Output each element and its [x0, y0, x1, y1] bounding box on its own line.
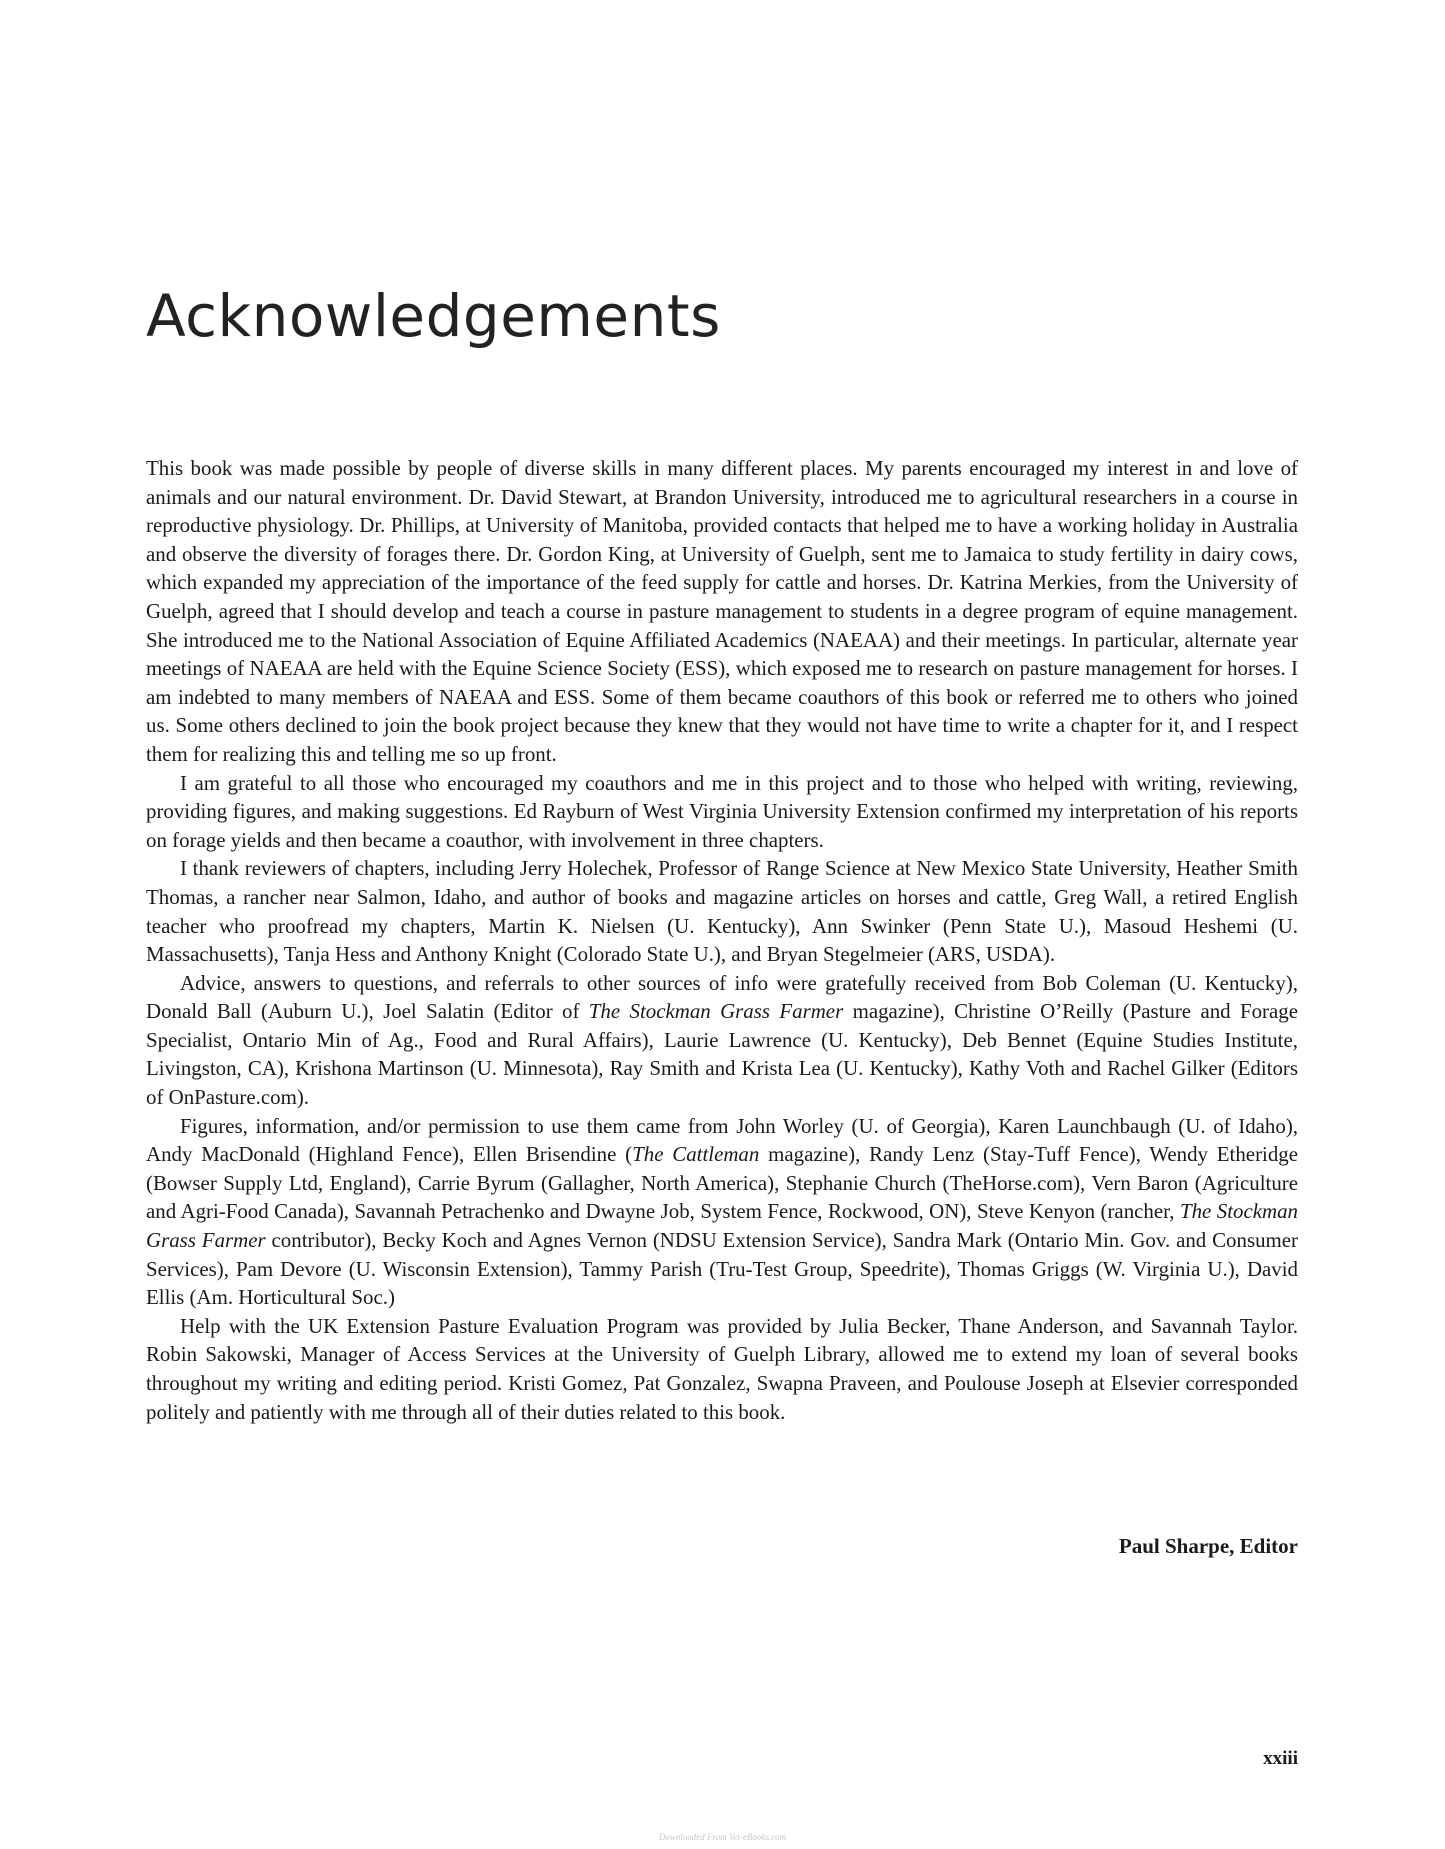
paragraph — [146, 969, 1298, 1112]
paragraph — [146, 454, 1298, 769]
text-run: magazine), Christine O’Reilly (Pasture and Forage Specialist, Ontario Min of Ag., Food and Rural Affairs), Laurie Lawrence (U. Kentucky), Deb Bennet (Equine Studies Institute, Livingston, CA), Krishona Martinson (U. Minnesota), Ray Smith and Krista Lea (U. Kentucky), Kathy Voth and Rachel Gilker (Editors of OnPasture.com). — [146, 999, 1298, 1110]
text-run: magazine), Randy Lenz (Stay-Tuff Fence), Wendy Etheridge (Bowser Supply Ltd, England), Carrie Byrum (Gallagher, North America), Stephanie Church (TheHorse.com), Vern Baron (Agriculture and Agri-Food Canada), Savannah Petrachenko and Dwayne Job, System Fence, Rockwood, ON), Steve Kenyon (rancher, — [146, 1142, 1299, 1224]
paragraph — [146, 1312, 1298, 1426]
italic-title: The Cattleman — [632, 1142, 760, 1167]
page-number: xxiii — [1263, 1748, 1298, 1769]
text-run: I thank reviewers of chapters, including Jerry Holechek, Professor of Range Science at New Mexico State University, Heather Smith Thomas, a rancher near Salmon, Idaho, and author of books and magazine articles on horses and cattle, Greg Wall, a retired English teacher who proofread my chapters, Martin K. Nielsen (U. Kentucky), Ann Swinker (Penn State U.), Masoud Heshemi (U. Massachusetts), Tanja Hess and Anthony Knight (Colorado State U.), and Bryan Stegelmeier (ARS, USDA). — [146, 856, 1298, 967]
text-run: Advice, answers to questions, and referrals to other sources of info were gratefully received from Bob Coleman (U. Kentucky), Donald Ball (Auburn U.), Joel Salatin (Editor of — [146, 970, 1298, 1024]
text-run: Figures, information, and/or permission to use them came from John Worley (U. of Georgia), Karen Launchbaugh (U. of Idaho), Andy MacDonald (Highland Fence), Ellen Brisendine ( — [146, 1113, 1298, 1167]
italic-title: The Stockman Grass Farmer — [146, 1199, 1299, 1253]
italic-title: The Stockman Grass Farmer — [588, 999, 844, 1024]
text-run: Help with the UK Extension Pasture Evaluation Program was provided by Julia Becker, Thane Anderson, and Savannah Taylor. Robin Sakowski, Manager of Access Services at the University of Guelph Library, allowed me to extend my loan of several books throughout my writing and editing period. Kristi Gomez, Pat Gonzalez, Swapna Praveen, and Poulouse Joseph at Elsevier corresponded politely and patiently with me through all of their duties related to this book. — [146, 1313, 1298, 1424]
text-run: I am grateful to all those who encouraged my coauthors and me in this project and to those who helped with writing, reviewing, providing figures, and making suggestions. Ed Rayburn of West Virginia University Extension confirmed my interpretation of his reports on forage yields and then became a coauthor, with involvement in three chapters. — [146, 770, 1298, 852]
download-footer-note: Downloaded From Vet-eBooks.com — [658, 1832, 787, 1842]
text-run: This book was made possible by people of diverse skills in many different places. My parents encouraged my interest in and love of animals and our natural environment. Dr. David Stewart, at Brandon University, introduced me to agricultural researchers in a course in reproductive physiology. Dr. Phillips, at University of Manitoba, provided contacts that helped me to have a working holiday in Australia and observe the diversity of forages there. Dr. Gordon King, at University of Guelph, sent me to Jamaica to study fertility in dairy cows, which expanded my appreciation of the importance of the feed supply for cattle and horses. Dr. Katrina Merkies, from the University of Guelph, agreed that I should develop and teach a course in pasture management to students in a degree program of equine management. She introduced me to the National Association of Equine Affiliated Academics (NAEAA) and their meetings. In particular, alternate year meetings of NAEAA are held with the Equine Science Society (ESS), which exposed me to research on pasture management for horses. I am indebted to many members of NAEAA and ESS. Some of them became coauthors of this book or referred me to others who joined us. Some others declined to join the book project because they knew that they would not have time to write a chapter for it, and I respect them for realizing this and telling me so up front. — [146, 456, 1298, 766]
acknowledgements-body — [146, 454, 1298, 1426]
text-run: contributor), Becky Koch and Agnes Vernon (NDSU Extension Service), Sandra Mark (Ontario Min. Gov. and Consumer Services), Pam Devore (U. Wisconsin Extension), Tammy Parish (Tru-Test Group, Speedrite), Thomas Griggs (W. Virginia U.), David Ellis (Am. Horticultural Soc.) — [146, 1228, 1299, 1310]
paragraph — [146, 1112, 1298, 1312]
paragraph — [146, 769, 1298, 855]
signature: Paul Sharpe, Editor — [1118, 1534, 1298, 1558]
page-title: Acknowledgements — [146, 282, 721, 350]
paragraph — [146, 854, 1298, 968]
